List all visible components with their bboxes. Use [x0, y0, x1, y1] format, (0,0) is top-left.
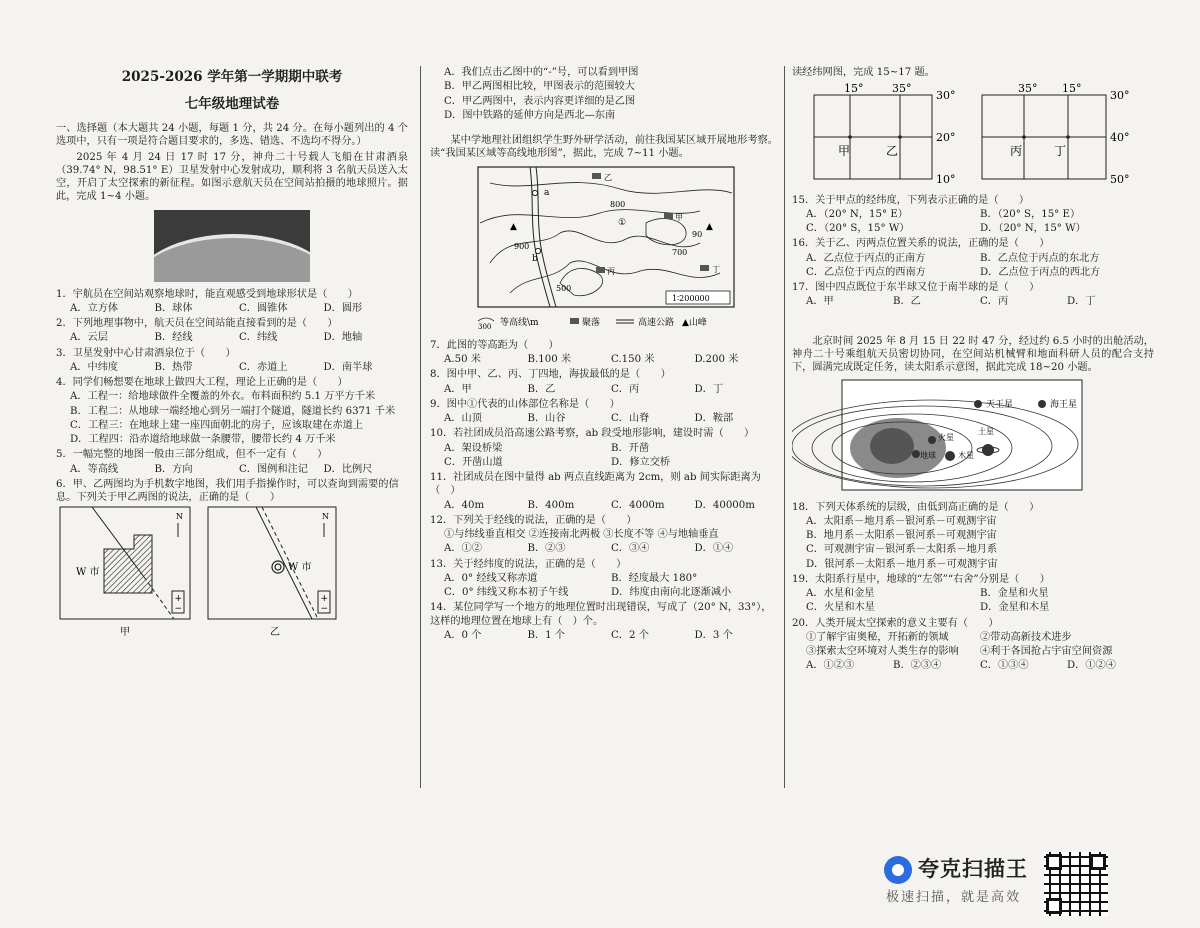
statement: ③探索太空环境对人类生存的影响	[806, 646, 959, 657]
option[interactable]: A．甲	[806, 296, 834, 308]
option[interactable]: D．银河系－太阳系－地月系－可观测宇宙	[806, 558, 998, 570]
option[interactable]: C．丙	[980, 296, 1009, 308]
option[interactable]: D.200 米	[694, 354, 739, 365]
planet-label-neptune: 海王星	[1050, 400, 1078, 411]
option[interactable]: D．乙点位于丙点的西北方	[980, 266, 1101, 278]
option[interactable]: B．甲乙两图相比较，甲图表示的范围较大	[444, 81, 635, 93]
option[interactable]: D．①②④	[1067, 660, 1116, 672]
option[interactable]: A．立方体	[70, 302, 119, 314]
grid-lat-label: 30°	[936, 89, 956, 103]
option[interactable]: C．2 个	[611, 629, 649, 641]
question-19: 19．太阳系行星中，地球的“左邻”“右舍”分别是（ ）	[792, 573, 1050, 585]
question-13: 13．关于经纬度的说法，正确的是（ ）	[430, 558, 627, 570]
question-7: 7．此图的等高距为（ ）	[430, 339, 559, 351]
legend-contour: 等高线\m	[500, 317, 539, 328]
grid-lat-label: 40°	[1110, 131, 1130, 145]
zoom-in-button[interactable]: +	[320, 594, 329, 605]
option[interactable]: D．修立交桥	[611, 456, 671, 468]
option[interactable]: B．工程二：从地球一端经地心到另一端打个隧道，隧道长约 6371 千米	[70, 405, 396, 417]
grid-lat-label: 30°	[1110, 89, 1130, 103]
option[interactable]: A．40m	[444, 499, 485, 511]
zoom-in-button[interactable]: +	[174, 594, 183, 605]
q19-options	[792, 601, 1154, 614]
option[interactable]: D．圆形	[323, 302, 363, 314]
option[interactable]: A．工程一：给地球做件全覆盖的外衣。布料面积约 5.1 万平方千米	[70, 391, 376, 403]
question-6: 6．甲、乙两图均为手机数字地图，我们用手指操作时，可以查询到需要的信息。下列关于甲乙两图的说法，正确的是（ ）	[56, 478, 399, 504]
option[interactable]: D．3 个	[694, 629, 733, 641]
option[interactable]: D．丁	[1067, 296, 1096, 308]
option[interactable]: C．山脊	[611, 413, 650, 424]
place-label-jia: 甲	[675, 212, 683, 222]
option[interactable]: D．丁	[694, 383, 724, 395]
option[interactable]: C．图例和注记	[239, 463, 308, 475]
digital-map-figure	[56, 505, 356, 645]
intro-4: 北京时间 2025 年 8 月 15 日 22 时 47 分，经过约 6.5 小时的出舱活动，神舟二十号乘组航天员密切协同，在空间站机械臂和地面科研人员的配合支持下，圆满完成既定任务，读太阳系示意图，据此完成 18~20 小题。	[792, 335, 1154, 373]
statement: ②带动高新技术进步	[980, 631, 1072, 643]
question-20: 20．人类开展太空探索的意义主要有（ ）	[792, 617, 999, 629]
intro-3: 读经纬网图，完成 15~17 题。	[792, 67, 935, 78]
option[interactable]: C．0° 纬线又称本初子午线	[444, 587, 569, 598]
question-10: 10．若社团成员沿高速公路考察，ab 段受地形影响，建设时需（ ）	[430, 428, 755, 440]
point-label-bing: 丙	[1010, 144, 1023, 159]
earth-photo	[154, 210, 310, 282]
north-label: N	[176, 512, 183, 522]
q11-options	[430, 499, 778, 512]
option[interactable]: D．比例尺	[323, 463, 373, 475]
q13-options	[430, 572, 778, 585]
option[interactable]: B．经度最大 180°	[611, 572, 698, 584]
q20-statements	[792, 631, 1154, 644]
grid-lon-label: 35°	[1018, 82, 1038, 96]
option[interactable]: C．③④	[611, 543, 650, 555]
question-9: 9．图中①代表的山体部位名称是（ ）	[430, 398, 620, 410]
option[interactable]: B．400m	[527, 499, 575, 511]
q3-options	[56, 361, 408, 374]
q10-options	[430, 442, 778, 455]
question-17: 17．图中四点既位于东半球又位于南半球的是（ ）	[792, 282, 1040, 293]
question-16: 16．关于乙、丙两点位置关系的说法，正确的是（ ）	[792, 238, 1050, 250]
q10-options	[430, 456, 778, 469]
legend-peak: ▲山峰	[682, 317, 707, 328]
option[interactable]: C．4000m	[611, 499, 665, 511]
figure-caption: 甲	[120, 627, 130, 639]
scanner-logo-icon	[884, 856, 912, 884]
question-5: 5．一幅完整的地图一般由三部分组成，但不一定有（ ）	[56, 449, 328, 461]
option[interactable]: A．水星和金星	[806, 588, 875, 599]
question-1: 1．宇航员在空间站观察地球时，能直观感受到地球形状是（ ）	[56, 288, 358, 300]
grid-lat-label: 50°	[1110, 173, 1130, 187]
option[interactable]: C．甲乙两图中，表示内容更详细的是乙图	[444, 95, 636, 107]
q15-options	[792, 222, 1154, 235]
place-label-yi: 乙	[604, 172, 612, 182]
option[interactable]: A．①②	[444, 543, 482, 555]
option[interactable]: A．云层	[70, 332, 108, 344]
section-instructions: 一、选择题（本大题共 24 小题，每题 1 分，共 24 分。在每小题列出的 4 个选项中，只有一项是符合题目要求的，多选、错选、不选均不得分。）	[56, 123, 408, 148]
statement-list: ①与纬线垂直相交 ②连接南北两极 ③长度不等 ④与地轴垂直	[444, 529, 719, 540]
question-18: 18．下列天体系统的层级，由低到高正确的是（ ）	[792, 501, 1040, 513]
q9-options	[430, 412, 778, 425]
exam-subtitle: 七年级地理试卷	[184, 95, 280, 112]
option[interactable]: C．赤道上	[239, 361, 288, 373]
exam-title: 2025-2026 学年第一学期期中联考	[121, 69, 343, 85]
option[interactable]: D．纬度由南向北逐渐减小	[611, 587, 732, 598]
option[interactable]: A．中纬度	[70, 361, 119, 373]
option[interactable]: B．（20° S，15° E）	[980, 208, 1081, 220]
column-1	[56, 66, 408, 650]
option[interactable]: C．①③④	[980, 660, 1029, 672]
column-divider	[420, 66, 421, 788]
option[interactable]: B．方向	[154, 463, 193, 475]
option[interactable]: C．可观测宇宙－银河系－太阳系－地月系	[806, 544, 998, 556]
option[interactable]: B．1 个	[527, 629, 566, 641]
planet-label-earth: 地球	[920, 451, 936, 461]
figure-caption: 乙	[270, 627, 280, 639]
intro-2: 某中学地理社团组织学生野外研学活动，前往我国某区域开展地形考察。读“我国某区域等高线地形图”，据此，完成 7~11 小题。	[430, 135, 778, 160]
legend-settlement: 聚落	[582, 317, 601, 328]
q7-options	[430, 353, 778, 366]
option[interactable]: A．架设桥梁	[444, 442, 503, 454]
option[interactable]: D．①④	[694, 543, 734, 555]
point-a-label: a	[544, 187, 550, 198]
zoom-out-button[interactable]: −	[320, 604, 329, 615]
grid-lat-label: 20°	[936, 131, 956, 145]
planet-label-saturn: 土星	[978, 427, 994, 437]
solar-system-figure	[792, 376, 1154, 494]
q13-options	[430, 586, 778, 599]
point-label-jia: 甲	[838, 144, 851, 159]
option[interactable]: C．火星和木星	[806, 602, 875, 614]
q2-options	[56, 331, 408, 344]
scanner-watermark	[884, 852, 1124, 918]
option[interactable]: B．山谷	[527, 413, 566, 424]
option[interactable]: B．开凿	[611, 442, 650, 454]
option[interactable]: A．我们点击乙图中的“-”号，可以看到甲图	[444, 67, 639, 78]
contour-label: 900	[514, 241, 530, 251]
option[interactable]: B．金星和火星	[980, 588, 1049, 599]
map-city-label: W 市	[76, 567, 100, 579]
grid-lat-label: 10°	[936, 173, 956, 187]
q20-options	[792, 659, 1154, 672]
option[interactable]: C．工程三：在地球上建一座四面朝北的房子，应该取建在赤道上	[70, 419, 364, 431]
question-4: 4．同学们畅想要在地球上做四大工程，理论上正确的是（ ）	[56, 377, 348, 389]
contour-label: 500	[556, 283, 572, 293]
option[interactable]: D．鞍部	[694, 413, 734, 424]
q5-options	[56, 463, 408, 476]
map-scale: 1∶200000	[672, 293, 710, 303]
point-b-label: b	[532, 253, 538, 264]
option[interactable]: C．丙	[611, 383, 640, 395]
column-divider	[784, 66, 785, 788]
option[interactable]: A．太阳系－地月系－银河系－可观测宇宙	[806, 515, 997, 527]
point-label-yi: 乙	[886, 144, 899, 159]
option[interactable]: A．等高线	[70, 463, 119, 475]
q20-statements	[792, 645, 1154, 658]
place-label-bing: 丙	[607, 266, 615, 276]
option[interactable]: A．甲	[444, 383, 472, 395]
question-8: 8．图中甲、乙、丙、丁四地，海拔最低的是（ ）	[430, 369, 671, 381]
scanner-app-name: 夸克扫描王	[918, 857, 1028, 881]
q16-options	[792, 266, 1154, 279]
question-15: 15．关于甲点的经纬度，下列表示正确的是（ ）	[792, 194, 1030, 206]
option[interactable]: A．（20° N，15° E）	[806, 208, 908, 220]
point-label-ding: 丁	[1054, 144, 1067, 159]
option[interactable]: D．南半球	[323, 361, 373, 373]
north-label: N	[322, 512, 329, 522]
option[interactable]: D．40000m	[694, 499, 755, 511]
planet-label-jupiter: 木星	[958, 451, 974, 461]
graticule-figure	[792, 81, 1154, 187]
q12-options	[430, 542, 778, 555]
option[interactable]: B．地月系－太阳系－银河系－可观测宇宙	[806, 530, 997, 541]
option[interactable]: D．（20° N，15° W）	[980, 223, 1086, 234]
option[interactable]: B．球体	[154, 302, 193, 314]
place-label-ding: 丁	[712, 264, 720, 274]
column-2	[430, 66, 778, 643]
q17-options	[792, 295, 1154, 308]
contour-label: 90	[692, 229, 703, 239]
planet-label-mars: 火星	[938, 433, 954, 443]
zoom-out-button[interactable]: −	[174, 604, 183, 615]
q8-options	[430, 383, 778, 396]
map-city-label: W 市	[288, 562, 312, 574]
svg-text:▲: ▲	[706, 221, 713, 232]
option[interactable]: A．①②③	[806, 660, 855, 672]
option[interactable]: C.150 米	[611, 354, 655, 365]
option[interactable]: C．乙点位于丙点的西南方	[806, 266, 926, 278]
q16-options	[792, 252, 1154, 265]
option[interactable]: A．乙点位于丙点的正南方	[806, 252, 926, 264]
option[interactable]: B.100 米	[527, 354, 572, 365]
option[interactable]: B．经线	[154, 332, 193, 344]
option[interactable]: C．开凿山道	[444, 456, 503, 468]
option[interactable]: C．圆锥体	[239, 302, 288, 314]
q14-options	[430, 629, 778, 642]
question-11: 11．社团成员在图中量得 ab 两点直线距离为 2cm，则 ab 间实际距离为（ ）	[430, 472, 761, 497]
topographic-map	[450, 163, 750, 333]
option[interactable]: A．山顶	[444, 413, 482, 424]
option[interactable]: B．热带	[154, 361, 193, 373]
option[interactable]: D．地轴	[323, 332, 363, 344]
option[interactable]: D．金星和木星	[980, 602, 1050, 614]
q19-options	[792, 587, 1154, 600]
contour-label: 700	[672, 247, 688, 257]
option[interactable]: A．0° 经线又称赤道	[444, 572, 538, 584]
contour-label: 800	[610, 199, 626, 209]
option[interactable]: D．图中铁路的延伸方向是西北—东南	[444, 109, 616, 121]
svg-text:▲: ▲	[510, 221, 517, 232]
scanner-slogan: 极速扫描，就是高效	[886, 890, 1022, 905]
option[interactable]: A．0 个	[444, 629, 482, 641]
statement: ④利于各国抢占宇宙空间资源	[980, 646, 1113, 657]
option[interactable]: C．纬线	[239, 332, 278, 344]
intro-1: 2025 年 4 月 24 日 17 时 17 分，神舟二十号载人飞船在甘肃酒泉（39.74° N，98.51° E）卫星发射中心发射成功，顺利将 3 名航天员送入太空，开启了太空探索的新征程。如图示意航天员在空间站拍摄的地球照片。据此，完成 1~4 小题。	[56, 151, 408, 203]
option[interactable]: B．乙点位于丙点的东北方	[980, 252, 1100, 264]
grid-lon-label: 15°	[1062, 82, 1082, 96]
landform-marker-1: ①	[618, 217, 627, 228]
option[interactable]: A.50 米	[444, 354, 481, 365]
question-2: 2．下列地理事物中，航天员在空间站能直接看到的是（ ）	[56, 318, 338, 330]
option[interactable]: B．乙	[893, 296, 921, 308]
option[interactable]: D．工程四：沿赤道给地球做一条腰带，腰带长约 4 万千米	[70, 434, 336, 446]
option[interactable]: B．②③④	[893, 660, 942, 672]
q15-options	[792, 208, 1154, 221]
statement: ①了解宇宙奥秘，开拓新的领域	[806, 631, 949, 643]
q1-options	[56, 302, 408, 315]
question-14: 14．某位同学写一个地方的地理位置时出现错误，写成了（20° N，33°），这样的地理位置在地球上有（ ）个。	[430, 602, 772, 627]
legend-contour-value: 300	[478, 322, 492, 331]
column-3	[792, 66, 1154, 674]
grid-lon-label: 15°	[844, 82, 864, 96]
qr-code-icon[interactable]	[1044, 852, 1108, 916]
question-12: 12．下列关于经线的说法，正确的是（ ）	[430, 514, 637, 526]
option[interactable]: B．乙	[527, 383, 556, 395]
option[interactable]: B．②③	[527, 543, 566, 555]
planet-label-uranus: 天王星	[986, 400, 1014, 411]
option[interactable]: C．（20° S，15° W）	[806, 223, 910, 234]
grid-lon-label: 35°	[892, 82, 912, 96]
legend-highway: 高速公路	[638, 317, 675, 328]
question-3: 3．卫星发射中心甘肃酒泉位于（ ）	[56, 347, 236, 359]
